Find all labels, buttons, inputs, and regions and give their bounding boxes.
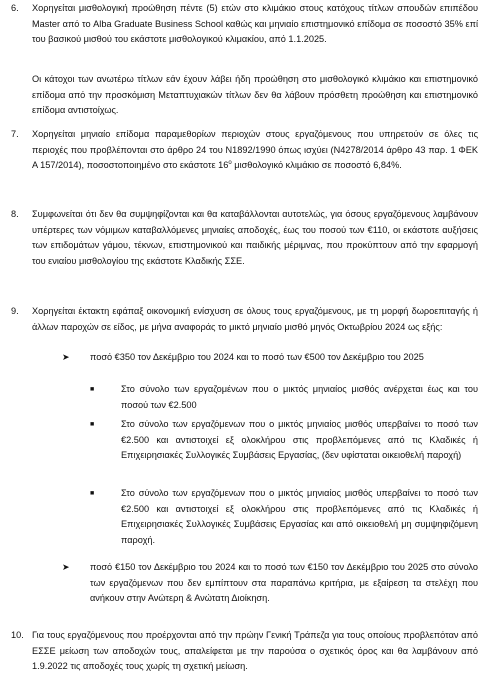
item-paragraph: Χορηγείται έκτακτη εφάπαξ οικονομική ενίσχυση σε όλους τους εργαζόμενους, με τη μορφή δωροεπιταγής ή άλλων παροχών σε είδος, με μήνα αναφοράς το μικτό μηνιαίο μισθό μηνός Οκτωβρίου 2024 ως εξής:: [32, 306, 478, 332]
item-number: 9.: [11, 306, 19, 316]
item-paragraph: Χορηγείται μισθολογική προώθηση πέντε (5) ετών στο κλιμάκιο στους κατόχους τίτλων σπουδών επιπέδου Master από το Alba Graduate Business School καθώς και μηνιαίο επιστημονικό επίδομα σε ποσοστό 35% επί του βασικού μισθού του εκάστοτε μισθολογικού κλιμακίου, από 1.1.2025.: [32, 3, 478, 45]
item-paragraph: Για τους εργαζόμενους που προέρχονται από την πρώην Γενική Τράπεζα για τους οποίους προβλεπόταν από ΕΣΣΕ μείωση των αποδοχών τους, απαλείφεται με την παρούσα ο σχετικός όρος και θα λαμβάνουν από 1.9.2022 τις αποδοχές τους χωρίς τη σχετική μείωση.: [32, 630, 478, 672]
bullet-item: Στο σύνολο των εργαζόμενων που ο μικτός μηνιαίος μισθός υπερβαίνει το ποσό των €2.500 και αντιστοιχεί εξ ολοκλήρου στις προβλεπόμενες από τις Κλαδικές ή Επιχειρησιακές Συλλογικές Συμβάσεις Εργασίας και από οικειοθελή μη συμψηφιζόμενη παροχή.: [121, 488, 478, 545]
bullet-item: Στο σύνολο των εργαζομένων που ο μικτός μηνιαίος μισθός ανέρχεται έως και του ποσού των €2.500: [121, 384, 478, 410]
ordinal-superscript: ο: [228, 160, 232, 167]
arrow-bullet-icon: ➤: [62, 562, 70, 572]
square-bullet-icon: ■: [90, 421, 95, 428]
square-bullet-icon: ■: [90, 490, 95, 497]
item-number: 6.: [11, 3, 19, 13]
item-number: 10.: [11, 630, 24, 640]
arrow-bullet-icon: ➤: [62, 352, 70, 362]
item-paragraph-text: Χορηγείται μηνιαίο επίδομα παραμεθορίων περιοχών στους εργαζόμενους που υπηρετούν σε όλες τις περιοχές που προβλέπονται στο άρθρο 24 του Ν1892/1990 όπως ισχύει (Ν4278/2014 άρθρο 43 παρ. 1 ΦΕΚ Α 157/2014), ποσοστοποιημένο στο εκάστοτε $16^o$ μισθολογικό κλιμάκιο σε ποσοστό 6,84%.: [32, 129, 478, 171]
square-bullet-icon: ■: [90, 386, 95, 393]
arrow-item: ποσό €350 τον Δεκέμβριο του 2024 και το ποσό των €500 τον Δεκέμβριο του 2025: [90, 352, 424, 362]
item-number: 8.: [11, 209, 19, 219]
item-paragraph: Συμφωνείται ότι δεν θα συμψηφίζονται και θα καταβάλλονται αυτοτελώς, για όσους εργαζόμενους λαμβάνουν υπέρτερες των νόμιμων καταβαλλόμενες μηνιαίες αποδοχές, έως του ποσού των €110, οι εκάστοτε αυξήσεις των επιδομάτων γάμου, τέκνων, επιστημονικού και παιδικής μέριμνας, που προκύπτουν από την εφαρμογή του ενιαίου μισθολογίου της εκάστοτε Κλαδικής ΣΣΕ.: [32, 209, 478, 266]
bullet-item: Στο σύνολο των εργαζόμενων που ο μικτός μηνιαίος μισθός υπερβαίνει το ποσό των €2.500 και αντιστοιχεί εξ ολοκλήρου στις προβλεπόμενες από τις Κλαδικές ή Επιχειρησιακές Συλλογικές Συμβάσεις Εργασίας, (δεν υφίσταται οικειοθελή παροχή): [121, 419, 478, 461]
item-paragraph: Οι κάτοχοι των ανωτέρω τίτλων εάν έχουν λάβει ήδη προώθηση στο μισθολογικό κλιμάκιο και επιστημονικό επίδομα από την προσκόμιση Μεταπτυχιακών τίτλων δεν θα λάβουν πρόσθετη προώθηση και επιστημονικό επίδομα αντιστοίχως.: [32, 74, 478, 116]
item-number: 7.: [11, 129, 19, 139]
arrow-item: ποσό €150 τον Δεκέμβριο του 2024 και το ποσό των €150 τον Δεκέμβριο του 2025 στο σύνολο των εργαζόμενων που δεν εμπίπτουν στα παραπάνω κριτήρια, με εξαίρεση τα στελέχη που ανήκουν στην Ανώτερη & Ανώτατη Διοίκηση.: [90, 562, 478, 604]
item-paragraph: [32, 127, 478, 174]
